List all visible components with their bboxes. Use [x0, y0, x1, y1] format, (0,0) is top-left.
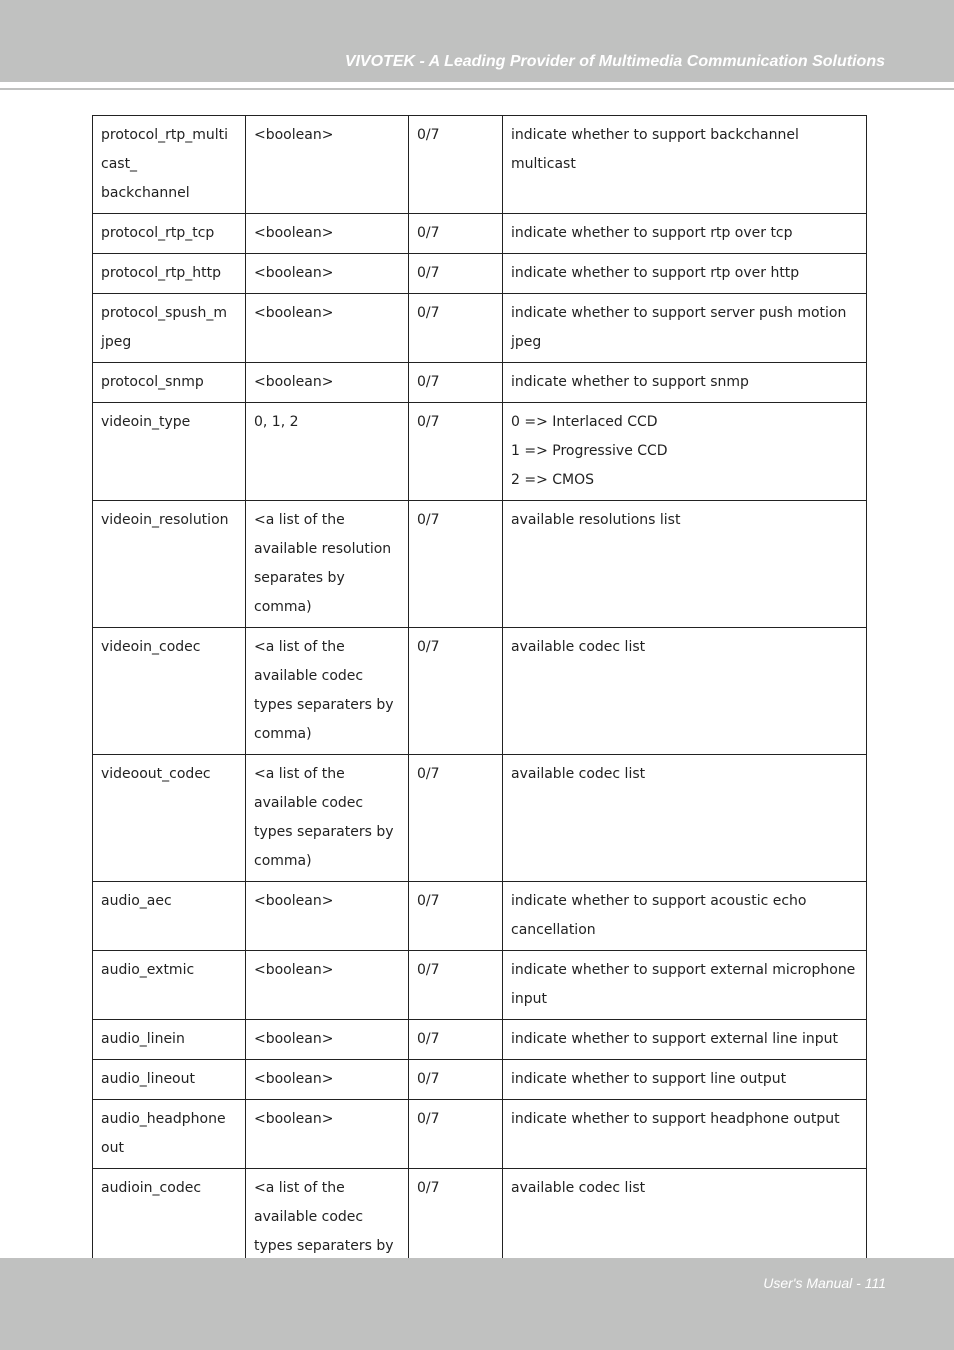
- cell-text-line: available codec: [254, 1209, 364, 1225]
- table-row: [93, 214, 867, 254]
- cell-text-line: indicate whether to support server push motion jpeg: [511, 305, 847, 350]
- param-description-cell: [503, 882, 867, 951]
- page-header: [0, 0, 954, 82]
- parameter-table-body: [93, 116, 867, 1336]
- page-number: User's Manual - 111: [763, 1275, 886, 1291]
- cell-text-line: protocol_rtp_http: [101, 265, 221, 281]
- table-row: [93, 951, 867, 1020]
- param-description-cell: [503, 755, 867, 882]
- cell-text-line: audio_aec: [101, 893, 172, 909]
- cell-text-line: indicate whether to support rtp over tcp: [511, 225, 793, 241]
- cell-text-line: separates by: [254, 570, 345, 586]
- cell-text-line: 0/7: [417, 639, 440, 655]
- param-value-cell: [246, 755, 409, 882]
- header-divider: [0, 88, 954, 90]
- param-name-cell: [93, 628, 246, 755]
- cell-text-line: 0/7: [417, 1111, 440, 1127]
- param-description-cell: [503, 501, 867, 628]
- param-value-cell: [246, 1020, 409, 1060]
- cell-text-line: <boolean>: [254, 1111, 334, 1127]
- cell-text-line: protocol_rtp_multi: [101, 127, 229, 143]
- cell-text-line: <boolean>: [254, 265, 334, 281]
- cell-text-line: available codec list: [511, 1180, 646, 1196]
- cell-text-line: 0/7: [417, 512, 440, 528]
- cell-text-line: <a list of the: [254, 639, 345, 655]
- cell-text-line: videoin_type: [101, 414, 191, 430]
- cell-text-line: 0, 1, 2: [254, 414, 299, 430]
- param-description-cell: [503, 363, 867, 403]
- param-security-cell: [409, 951, 503, 1020]
- param-security-cell: [409, 1060, 503, 1100]
- param-security-cell: [409, 1020, 503, 1060]
- param-security-cell: [409, 628, 503, 755]
- param-security-cell: [409, 294, 503, 363]
- param-name-cell: [93, 951, 246, 1020]
- cell-text-line: indicate whether to support backchannel multicast: [511, 127, 799, 172]
- cell-text-line: backchannel: [101, 185, 190, 201]
- param-security-cell: [409, 116, 503, 214]
- table-row: [93, 1020, 867, 1060]
- param-security-cell: [409, 254, 503, 294]
- param-name-cell: [93, 363, 246, 403]
- param-name-cell: [93, 403, 246, 501]
- param-value-cell: [246, 882, 409, 951]
- param-description-cell: [503, 1020, 867, 1060]
- cell-text-line: out: [101, 1140, 124, 1156]
- cell-text-line: 0/7: [417, 265, 440, 281]
- cell-text-line: 0/7: [417, 893, 440, 909]
- cell-text-line: <a list of the: [254, 1180, 345, 1196]
- param-name-cell: [93, 254, 246, 294]
- cell-text-line: comma): [254, 726, 312, 742]
- param-name-cell: [93, 214, 246, 254]
- cell-text-line: available resolution: [254, 541, 392, 557]
- param-value-cell: [246, 1100, 409, 1169]
- cell-text-line: <boolean>: [254, 127, 334, 143]
- table-row: [93, 882, 867, 951]
- cell-text-line: available codec list: [511, 639, 646, 655]
- cell-text-line: audio_linein: [101, 1031, 185, 1047]
- cell-text-line: 0/7: [417, 1031, 440, 1047]
- cell-text-line: 0/7: [417, 127, 440, 143]
- table-row: [93, 363, 867, 403]
- param-security-cell: [409, 501, 503, 628]
- table-row: [93, 254, 867, 294]
- cell-text-line: available codec: [254, 668, 364, 684]
- cell-text-line: 0/7: [417, 374, 440, 390]
- table-row: [93, 1060, 867, 1100]
- cell-text-line: comma): [254, 853, 312, 869]
- cell-text-line: 0 => Interlaced CCD: [511, 414, 658, 430]
- cell-text-line: videoout_codec: [101, 766, 211, 782]
- cell-text-line: audio_extmic: [101, 962, 195, 978]
- table-row: [93, 294, 867, 363]
- cell-text-line: <boolean>: [254, 1071, 334, 1087]
- cell-text-line: indicate whether to support external microphone input: [511, 962, 856, 1007]
- param-value-cell: [246, 254, 409, 294]
- cell-text-line: <a list of the: [254, 512, 345, 528]
- cell-text-line: <boolean>: [254, 374, 334, 390]
- parameter-table: [92, 115, 867, 1336]
- cell-text-line: videoin_resolution: [101, 512, 229, 528]
- param-security-cell: [409, 363, 503, 403]
- table-row: [93, 116, 867, 214]
- cell-text-line: 0/7: [417, 1180, 440, 1196]
- param-description-cell: [503, 294, 867, 363]
- param-value-cell: [246, 628, 409, 755]
- cell-text-line: <boolean>: [254, 1031, 334, 1047]
- cell-text-line: cast_: [101, 156, 138, 172]
- cell-text-line: types separaters by: [254, 1238, 394, 1254]
- param-name-cell: [93, 882, 246, 951]
- cell-text-line: <a list of the: [254, 766, 345, 782]
- param-name-cell: [93, 755, 246, 882]
- cell-text-line: videoin_codec: [101, 639, 201, 655]
- cell-text-line: indicate whether to support acoustic echo cancellation: [511, 893, 807, 938]
- cell-text-line: indicate whether to support rtp over http: [511, 265, 800, 281]
- table-row: [93, 755, 867, 882]
- param-name-cell: [93, 1100, 246, 1169]
- param-name-cell: [93, 1060, 246, 1100]
- cell-text-line: comma): [254, 599, 312, 615]
- param-name-cell: [93, 501, 246, 628]
- param-name-cell: [93, 294, 246, 363]
- cell-text-line: 0/7: [417, 1071, 440, 1087]
- cell-text-line: types separaters by: [254, 697, 394, 713]
- cell-text-line: 1 => Progressive CCD: [511, 443, 668, 459]
- cell-text-line: jpeg: [101, 334, 132, 350]
- page-footer: [0, 1258, 954, 1350]
- param-value-cell: [246, 116, 409, 214]
- param-name-cell: [93, 116, 246, 214]
- cell-text-line: <boolean>: [254, 305, 334, 321]
- cell-text-line: audio_headphone: [101, 1111, 226, 1127]
- param-description-cell: [503, 951, 867, 1020]
- cell-text-line: available codec list: [511, 766, 646, 782]
- param-name-cell: [93, 1020, 246, 1060]
- table-row: [93, 628, 867, 755]
- cell-text-line: audioin_codec: [101, 1180, 202, 1196]
- cell-text-line: protocol_snmp: [101, 374, 204, 390]
- cell-text-line: <boolean>: [254, 893, 334, 909]
- param-security-cell: [409, 755, 503, 882]
- param-value-cell: [246, 501, 409, 628]
- param-value-cell: [246, 1060, 409, 1100]
- param-security-cell: [409, 1100, 503, 1169]
- cell-text-line: protocol_spush_m: [101, 305, 227, 321]
- cell-text-line: indicate whether to support external line input: [511, 1031, 838, 1047]
- param-description-cell: [503, 1060, 867, 1100]
- cell-text-line: 0/7: [417, 305, 440, 321]
- cell-text-line: 2 => CMOS: [511, 472, 595, 488]
- param-value-cell: [246, 363, 409, 403]
- param-value-cell: [246, 294, 409, 363]
- table-row: [93, 1100, 867, 1169]
- cell-text-line: protocol_rtp_tcp: [101, 225, 215, 241]
- cell-text-line: 0/7: [417, 766, 440, 782]
- cell-text-line: 0/7: [417, 225, 440, 241]
- param-value-cell: [246, 403, 409, 501]
- param-description-cell: [503, 403, 867, 501]
- cell-text-line: available codec: [254, 795, 364, 811]
- cell-text-line: indicate whether to support headphone output: [511, 1111, 840, 1127]
- param-value-cell: [246, 951, 409, 1020]
- table-row: [93, 501, 867, 628]
- param-value-cell: [246, 214, 409, 254]
- param-security-cell: [409, 214, 503, 254]
- param-description-cell: [503, 116, 867, 214]
- cell-text-line: indicate whether to support line output: [511, 1071, 787, 1087]
- cell-text-line: 0/7: [417, 962, 440, 978]
- header-title: VIVOTEK - A Leading Provider of Multimedia Communication Solutions: [344, 53, 885, 70]
- cell-text-line: <boolean>: [254, 962, 334, 978]
- param-description-cell: [503, 214, 867, 254]
- cell-text-line: <boolean>: [254, 225, 334, 241]
- cell-text-line: audio_lineout: [101, 1071, 195, 1087]
- param-description-cell: [503, 254, 867, 294]
- cell-text-line: 0/7: [417, 414, 440, 430]
- table-row: [93, 403, 867, 501]
- param-security-cell: [409, 882, 503, 951]
- cell-text-line: indicate whether to support snmp: [511, 374, 749, 390]
- param-description-cell: [503, 1100, 867, 1169]
- param-description-cell: [503, 628, 867, 755]
- param-security-cell: [409, 403, 503, 501]
- cell-text-line: available resolutions list: [511, 512, 681, 528]
- cell-text-line: types separaters by: [254, 824, 394, 840]
